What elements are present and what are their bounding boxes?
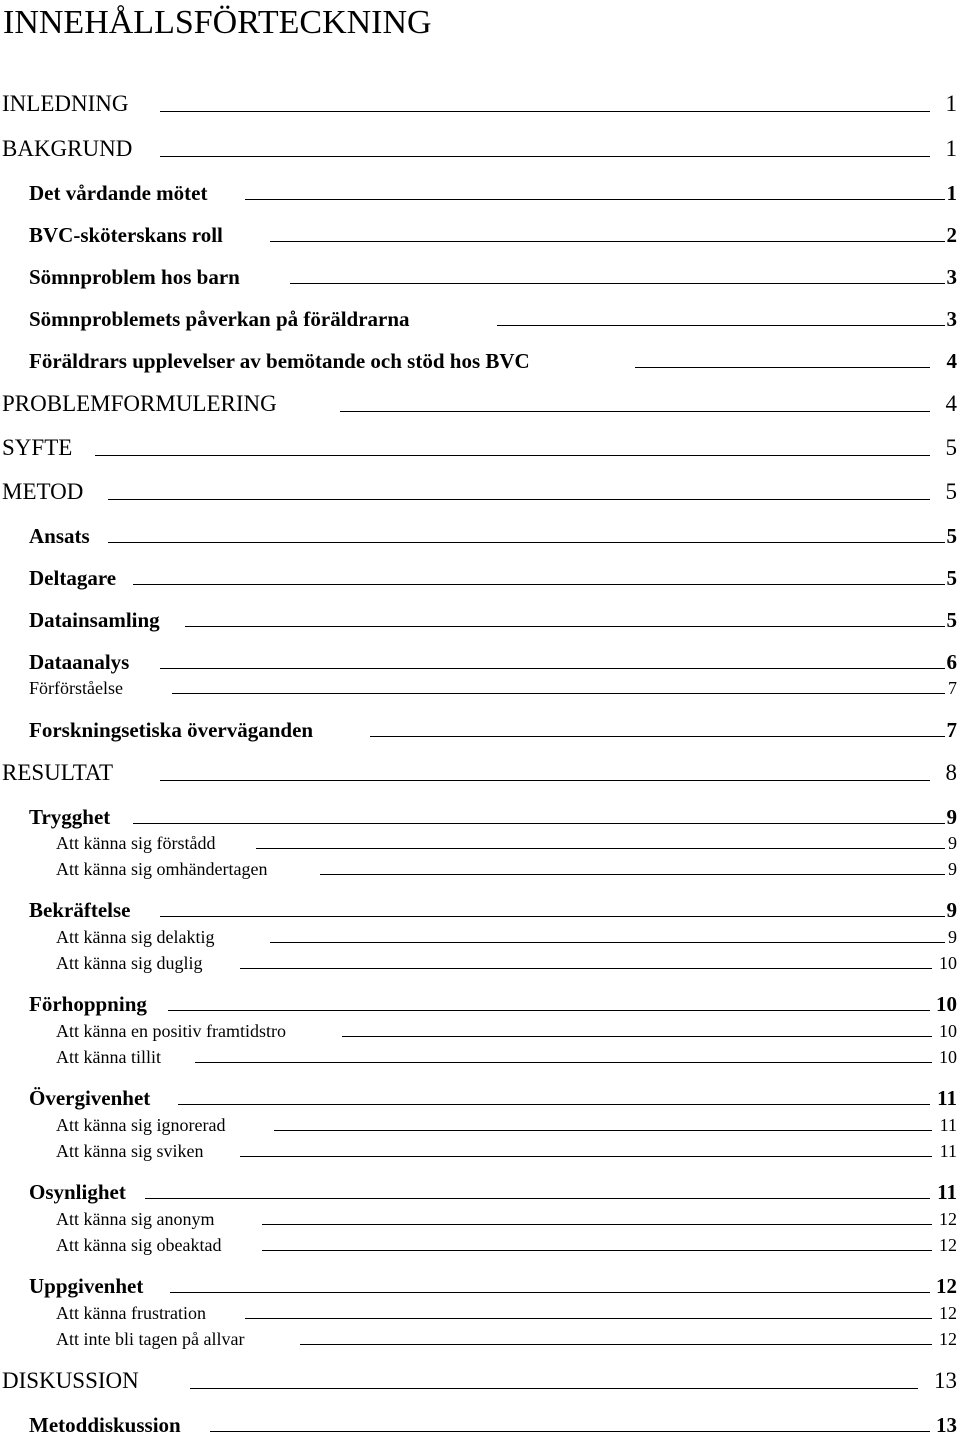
toc-page-number: 10 <box>939 953 957 974</box>
toc-leader-line <box>190 1388 918 1389</box>
toc-page-number: 1 <box>945 90 957 116</box>
toc-page-number: 9 <box>946 897 957 922</box>
toc-entry-label: PROBLEMFORMULERING <box>2 390 277 416</box>
toc-entry-label: Uppgivenhet <box>29 1273 144 1298</box>
toc-page-number: 11 <box>937 1179 957 1204</box>
toc-page-number: 10 <box>939 1047 957 1068</box>
toc-page-number: 6 <box>946 649 957 674</box>
toc-leader-line <box>108 542 945 543</box>
toc-page-number: 3 <box>946 306 957 331</box>
toc-entry[interactable] <box>0 752 960 786</box>
toc-entry-label: Datainsamling <box>29 607 160 632</box>
toc-leader-line <box>370 736 945 737</box>
toc-entry-label: Att känna frustration <box>56 1303 206 1324</box>
toc-entry[interactable] <box>0 83 960 117</box>
toc-entry-label: Att känna sig sviken <box>56 1141 204 1162</box>
toc-leader-line <box>340 411 930 412</box>
toc-entry[interactable] <box>0 1034 960 1068</box>
toc-leader-line <box>497 325 945 326</box>
toc-leader-line <box>635 367 930 368</box>
toc-entry[interactable] <box>0 556 960 590</box>
toc-leader-line <box>270 241 945 242</box>
toc-page-number: 10 <box>939 1021 957 1042</box>
toc-leader-line <box>290 283 945 284</box>
toc-page-number: 1 <box>946 180 957 205</box>
toc-entry-label: Det vårdande mötet <box>29 180 208 205</box>
toc-entry[interactable] <box>0 255 960 289</box>
toc-entry[interactable] <box>0 1128 960 1162</box>
toc-page-number: 12 <box>939 1329 957 1350</box>
toc-entry-label: BVC-sköterskans roll <box>29 222 223 247</box>
toc-page-number: 9 <box>948 833 957 854</box>
toc-leader-line <box>160 111 930 112</box>
toc-page-number: 5 <box>945 434 957 460</box>
toc-entry-label: RESULTAT <box>2 759 114 785</box>
toc-leader-line <box>240 1156 932 1157</box>
toc-entry[interactable] <box>0 297 960 331</box>
toc-page-number: 4 <box>945 390 957 416</box>
toc-entry[interactable] <box>0 339 960 373</box>
toc-entry[interactable] <box>0 1360 960 1394</box>
toc-page-number: 12 <box>939 1209 957 1230</box>
toc-entry-label: Att känna sig förstådd <box>56 833 216 854</box>
toc-entry[interactable] <box>0 213 960 247</box>
toc-page-number: 4 <box>946 348 957 373</box>
toc-page-number: 13 <box>934 1367 957 1393</box>
toc-page-number: 11 <box>939 1115 957 1136</box>
toc-entry-label: Att känna tillit <box>56 1047 161 1068</box>
toc-entry[interactable] <box>0 1403 960 1437</box>
toc-entry-label: Ansats <box>29 523 90 548</box>
toc-page-number: 9 <box>946 804 957 829</box>
toc-page-number: 5 <box>946 607 957 632</box>
toc-leader-line <box>108 499 930 500</box>
toc-entry-label: Att känna sig ignorerad <box>56 1115 226 1136</box>
toc-page-number: 7 <box>946 717 957 742</box>
toc-page-number: 10 <box>936 991 957 1016</box>
toc-entry-label: DISKUSSION <box>2 1367 139 1393</box>
toc-page-number: 5 <box>945 478 957 504</box>
toc-page-number: 8 <box>945 759 957 785</box>
toc-entry-label: Att inte bli tagen på allvar <box>56 1329 245 1350</box>
toc-entry[interactable] <box>0 171 960 205</box>
toc-leader-line <box>160 780 930 781</box>
toc-entry-label: Övergivenhet <box>29 1085 151 1110</box>
toc-entry-label: Sömnproblemets påverkan på föräldrarna <box>29 306 410 331</box>
toc-entry-label: SYFTE <box>2 434 73 460</box>
toc-page-number: 12 <box>939 1235 957 1256</box>
toc-entry-label: Sömnproblem hos barn <box>29 264 240 289</box>
toc-entry-label: Förhoppning <box>29 991 147 1016</box>
toc-leader-line <box>160 156 930 157</box>
toc-leader-line <box>185 626 945 627</box>
toc-entry-label: Föräldrars upplevelser av bemötande och stöd hos BVC <box>29 348 530 373</box>
toc-leader-line <box>95 455 930 456</box>
toc-entry[interactable] <box>0 128 960 162</box>
toc-leader-line <box>195 1062 932 1063</box>
page-title: INNEHÅLLSFÖRTECKNING <box>3 4 432 41</box>
toc-entry-label: Osynlighet <box>29 1179 126 1204</box>
toc-page-number: 5 <box>946 523 957 548</box>
toc-leader-line <box>245 199 945 200</box>
toc-leader-line <box>300 1344 932 1345</box>
toc-page-number: 12 <box>939 1303 957 1324</box>
toc-entry[interactable] <box>0 846 960 880</box>
toc-entry-label: Deltagare <box>29 565 117 590</box>
toc-entry-label: Dataanalys <box>29 649 130 674</box>
toc-page-number: 5 <box>946 565 957 590</box>
toc-page-number: 9 <box>948 859 957 880</box>
toc-page-number: 9 <box>948 927 957 948</box>
toc-entry-label: METOD <box>2 478 84 504</box>
toc-leader-line <box>262 1250 932 1251</box>
toc-entry-label: Att känna en positiv framtidstro <box>56 1021 286 1042</box>
toc-entry[interactable] <box>0 1316 960 1350</box>
toc-entry-label: Trygghet <box>29 804 111 829</box>
toc-leader-line <box>210 1431 930 1432</box>
toc-entry[interactable] <box>0 514 960 548</box>
toc-entry-label: Att känna sig anonym <box>56 1209 215 1230</box>
toc-entry-label: Förförståelse <box>29 678 123 699</box>
toc-leader-line <box>240 968 932 969</box>
toc-entry-label: Forskningsetiska överväganden <box>29 717 314 742</box>
toc-entry-label: INLEDNING <box>2 90 129 116</box>
toc-page-number: 7 <box>948 678 957 699</box>
toc-entry[interactable] <box>0 940 960 974</box>
toc-entry-label: Att känna sig delaktig <box>56 927 215 948</box>
toc-entry-label: Att känna sig omhändertagen <box>56 859 268 880</box>
toc-leader-line <box>320 874 945 875</box>
toc-entry-label: Att känna sig obeaktad <box>56 1235 222 1256</box>
toc-entry-label: Bekräftelse <box>29 897 131 922</box>
toc-entry[interactable] <box>0 598 960 632</box>
toc-entry[interactable] <box>0 708 960 742</box>
toc-entry[interactable] <box>0 427 960 461</box>
toc-page-number: 1 <box>945 135 957 161</box>
toc-page-number: 3 <box>946 264 957 289</box>
toc-leader-line <box>133 584 945 585</box>
toc-page-number: 13 <box>936 1412 957 1437</box>
toc-entry-label: Metoddiskussion <box>29 1412 181 1437</box>
toc-page-number: 11 <box>937 1085 957 1110</box>
toc-leader-line <box>172 693 945 694</box>
toc-page-number: 12 <box>936 1273 957 1298</box>
toc-entry-label: BAKGRUND <box>2 135 133 161</box>
toc-entry-label: Att känna sig duglig <box>56 953 203 974</box>
toc-entry[interactable] <box>0 1222 960 1256</box>
toc-page-number: 2 <box>946 222 957 247</box>
toc-entry[interactable] <box>0 383 960 417</box>
toc-page-number: 11 <box>939 1141 957 1162</box>
toc-entry[interactable] <box>0 665 960 699</box>
toc-entry[interactable] <box>0 471 960 505</box>
